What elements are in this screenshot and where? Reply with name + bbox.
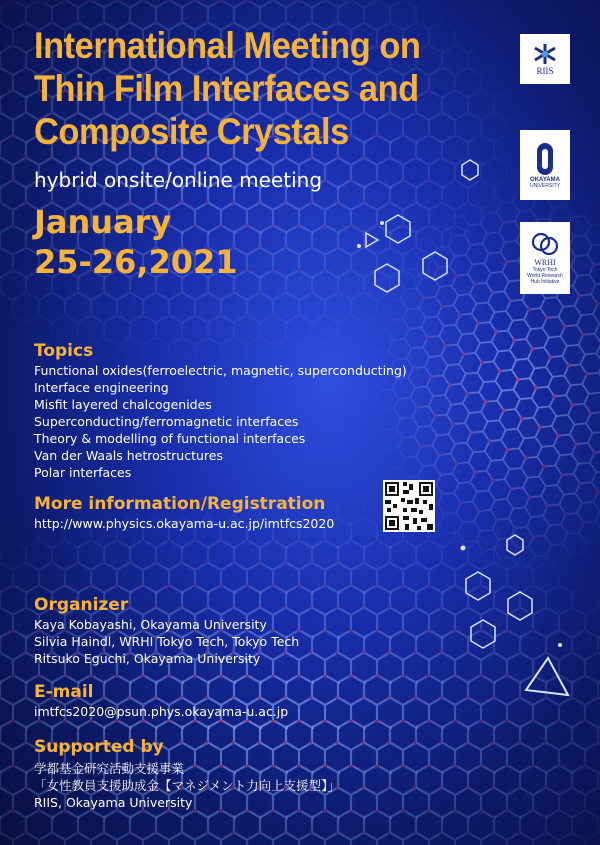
title-line-1: International Meeting on <box>34 25 421 66</box>
topic-item: Misfit layered chalcogenides <box>34 397 212 412</box>
organizer-item: Kaya Kobayashi, Okayama University <box>34 617 267 632</box>
topic-item: Van der Waals hetrostructures <box>34 448 223 463</box>
riis-logo-text: RIIS <box>536 66 554 76</box>
meeting-title <box>34 24 443 153</box>
okayama-university-logo <box>520 130 570 200</box>
okayama-emblem-icon <box>534 141 556 177</box>
topic-item: Interface engineering <box>34 380 169 395</box>
organizer-item: Silvia Haindl, WRHI Tokyo Tech, Tokyo Tech <box>34 634 300 649</box>
supporter-list <box>34 760 340 811</box>
okayama-logo-text: OKAYAMA <box>530 177 560 183</box>
date-days: 25-26,2021 <box>34 243 238 281</box>
wrhi-rings-icon <box>530 232 560 258</box>
title-line-2: Thin Film Interfaces and <box>34 68 419 109</box>
title-line-3: Composite Crystals <box>34 111 349 152</box>
wrhi-logo <box>520 222 570 294</box>
organizer-heading: Organizer <box>34 595 129 615</box>
wrhi-sub-1: Tokyo Tech <box>532 266 558 273</box>
topic-item: Superconducting/ferromagnetic interfaces <box>34 414 299 429</box>
wrhi-sub-3: Hub Initiative <box>530 278 560 285</box>
registration-url[interactable]: http://www.physics.okayama-u.ac.jp/imtfcs2020 <box>34 516 335 531</box>
topic-item: Functional oxides(ferroelectric, magnetic, superconducting) <box>34 363 407 378</box>
organizer-item: Ritsuko Eguchi, Okayama University <box>34 651 261 666</box>
topics-list <box>34 362 407 481</box>
meeting-date <box>34 202 238 282</box>
date-month: January <box>34 203 172 241</box>
qr-code-icon <box>383 480 435 532</box>
okayama-logo-subtext: UNIVERSITY <box>529 183 560 189</box>
wrhi-logo-text: WRHI <box>534 257 556 267</box>
topic-item: Polar interfaces <box>34 465 132 480</box>
wrhi-sub-2: World Research <box>527 272 563 279</box>
riis-logo <box>520 34 570 84</box>
email-heading: E-mail <box>34 682 94 702</box>
organizer-list <box>34 616 299 667</box>
topics-heading: Topics <box>34 341 94 361</box>
supported-heading: Supported by <box>34 737 164 757</box>
email-address[interactable]: imtfcs2020@psun.phys.okayama-u.ac.jp <box>34 704 289 719</box>
supporter-item: 学都基金研究活動支援事業 <box>34 761 185 776</box>
meeting-format: hybrid onsite/online meeting <box>34 168 323 192</box>
supporter-item: 「女性教員支援助成金【マネジメント力向上支援型】」 <box>34 778 340 793</box>
qr-code[interactable] <box>383 480 435 532</box>
topic-item: Theory & modelling of functional interfaces <box>34 431 306 446</box>
supporter-item: RIIS, Okayama University <box>34 795 193 810</box>
more-info-heading: More information/Registration <box>34 494 326 514</box>
riis-emblem-icon <box>528 42 562 66</box>
